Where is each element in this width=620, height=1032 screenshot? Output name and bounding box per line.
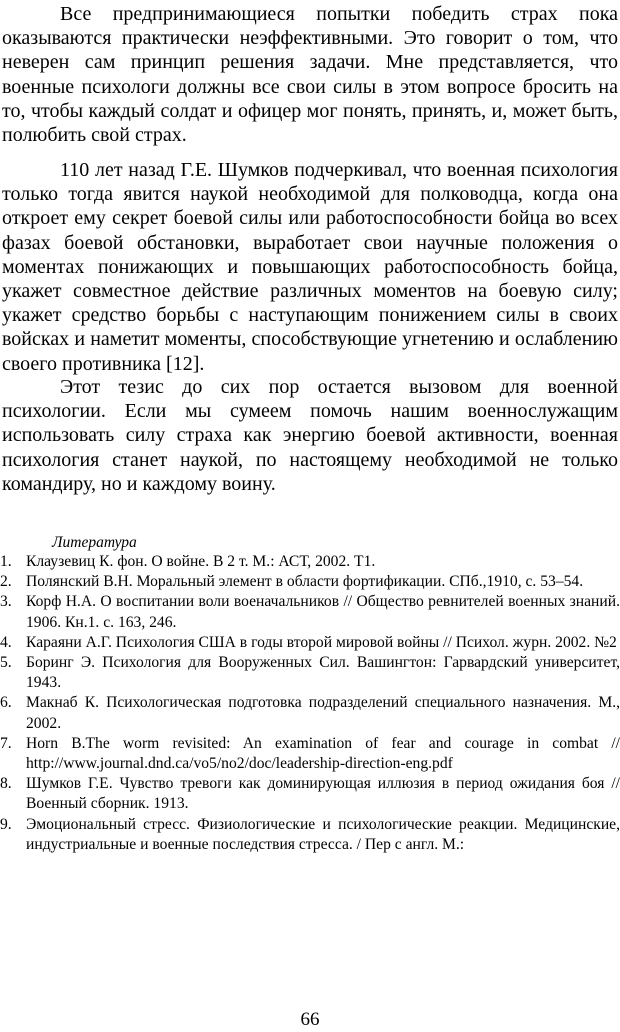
reference-number: 1. <box>0 553 12 570</box>
reference-number: 6. <box>0 694 12 712</box>
reference-text: Караяни А.Г. Психология США в годы второй мировой войны // Психол. журн. 2002. №2 <box>26 633 617 651</box>
reference-item <box>0 815 620 855</box>
paragraph-text: Все предпринимающиеся попытки победить страх пока оказываются практически неэффективными. Это говорит о том, что неверен сам принцип решения задачи. Мне представляется, что военные психологи должны все свои силы в этом вопросе бросить на то, чтобы каждый солдат и офицер мог понять, принять, и, может быть, полюбить свой страх. <box>2 3 618 147</box>
paragraph-text: 110 лет назад Г.Е. Шумков подчеркивал, что военная психология только тогда явится наукой необходимой для полководца, когда она откроет ему секрет боевой силы или работоспособности бойца во всех фазах боевой обстановки, выработает свои научные положения о моментах понижающих и повышающих работоспособность бойца, укажет совместное действие различных моментов на боевую силу; укажет средство борьбы с наступающим понижением силы в своих войсках и наметит моменты, способствующие угнетению и ослаблению своего противника [12]. <box>2 159 618 375</box>
reference-number: 2. <box>0 573 12 591</box>
reference-text: Макнаб К. Психологическая подготовка подразделений специального назначения. М., 2002. <box>26 694 620 732</box>
reference-number: 3. <box>0 593 12 611</box>
reference-item <box>0 734 620 774</box>
reference-list <box>0 552 620 855</box>
reference-item <box>0 693 620 733</box>
reference-item <box>0 653 620 693</box>
paragraph-text: Этот тезис до сих пор остается вызовом для военной психологии. Если мы сумеем помочь нашим военнослужащим использовать силу страха как энергию боевой активности, военная психология станет наукой, по настоящему необходимой не только командиру, но и каждому воину. <box>2 376 618 495</box>
reference-text: Полянский В.Н. Моральный элемент в области фортификации. СПб.,1910, с. 53–54. <box>26 573 584 591</box>
reference-text: Боринг Э. Психология для Вооруженных Сил. Вашингтон: Гарвардский университет, 1943. <box>26 654 620 692</box>
reference-number: 5. <box>0 654 12 672</box>
reference-text: Эмоциональный стресс. Физиологические и психологические реакции. Медицинские, индустриальные и военные последствия стресса. / Пер с англ. М.: <box>26 815 620 853</box>
reference-item <box>0 592 620 632</box>
page-number: 66 <box>300 1009 320 1030</box>
reference-text: Корф Н.А. О воспитании воли военачальников // Общество ревнителей военных знаний. 1906. Кн.1. с. 163, 246. <box>26 593 620 631</box>
reference-item <box>0 572 620 592</box>
reference-item <box>0 633 620 653</box>
body-paragraph-3 <box>2 375 618 496</box>
reference-item <box>0 774 620 814</box>
reference-item <box>0 552 620 572</box>
reference-text: Horn B.The worm revisited: An examination of fear and courage in combat // http://www.journal.dnd.ca/vo5/no2/doc/leadership-direction-eng.pdf <box>26 734 620 773</box>
reference-number: 7. <box>0 734 12 752</box>
body-paragraph-2 <box>2 158 618 376</box>
reference-number: 4. <box>0 633 12 651</box>
reference-text: Клаузевиц К. фон. О войне. В 2 т. М.: АСТ, 2002. Т1. <box>26 553 376 570</box>
reference-number: 9. <box>0 815 12 833</box>
reference-number: 8. <box>0 775 12 793</box>
reference-text: Шумков Г.Е. Чувство тревоги как доминирующая иллюзия в период ожидания боя //Военный сборник. 1913. <box>26 775 620 813</box>
literature-heading: Литература <box>52 534 137 551</box>
body-paragraph-1 <box>2 2 618 147</box>
